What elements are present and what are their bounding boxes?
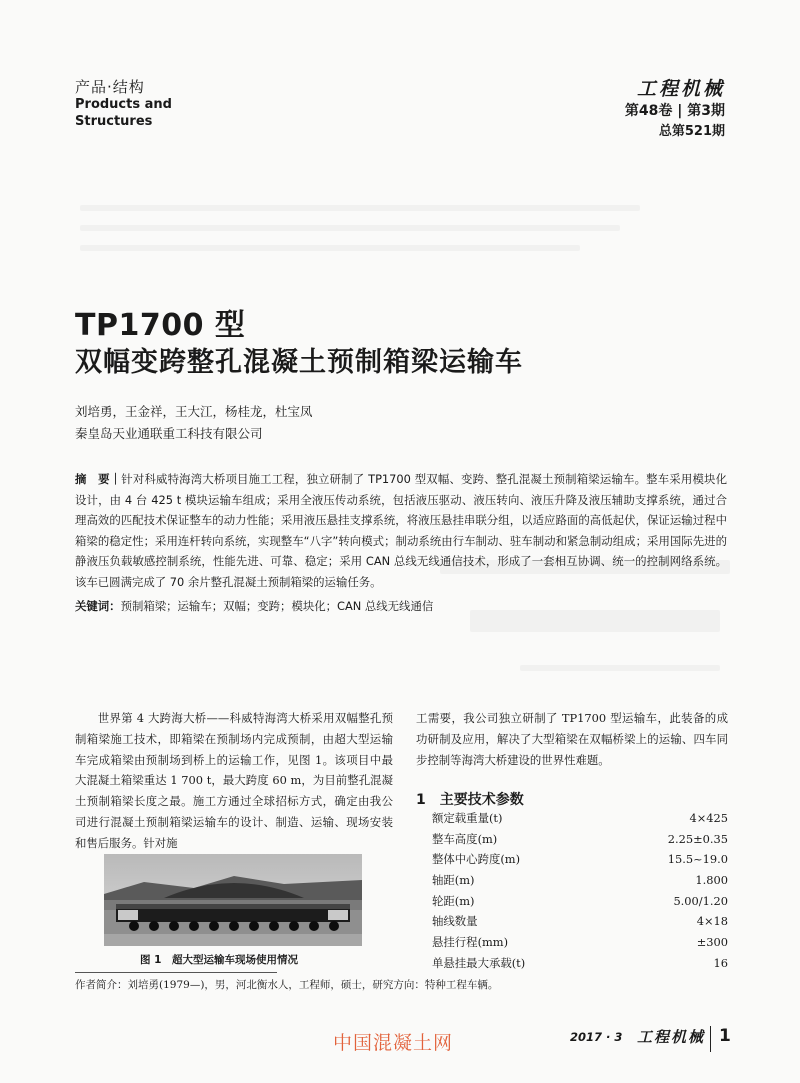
volume-issue: 第48卷 | 第3期 — [624, 103, 725, 119]
parameter-name: 整车高度(m) — [432, 831, 498, 846]
keywords-label: 关键词： — [75, 599, 121, 613]
page-number: 1 — [719, 1026, 731, 1046]
footer-journal-logo: 工程机械 — [637, 1028, 706, 1046]
transporter-photo-illustration — [104, 854, 362, 946]
parameter-value: ±300 — [696, 935, 728, 950]
parameter-value: 4×425 — [689, 811, 728, 825]
abstract-label: 摘 要｜ — [75, 472, 122, 486]
parameter-name: 轴距(m) — [432, 873, 475, 888]
parameter-row — [432, 932, 728, 953]
figure-photo — [104, 854, 362, 946]
parameter-name: 额定载重量(t) — [432, 811, 503, 825]
parameter-row — [432, 849, 728, 870]
abstract-text: 针对科威特海湾大桥项目施工工程，独立研制了 TP1700 型双幅、变跨、整孔混凝土预制箱梁运输车。整车采用模块化设计，由 4 台 425 t 模块运输车组成；采用全液压传动系统，包括液压驱动、液压转向、液压升降及液压辅助支撑系统，通过合理高效的匹配技术保证整车的动力性能；采用液压悬挂支撑系统，将液压悬挂串联分组，以适应路面的高低起伏，保证运输过程中箱梁的稳定性；采用连杆转向系统，实现整车“八字”转向模式；制动系统由行车制动、驻车制动和紧急制动组成；采用国际先进的静液压负载敏感控制系统，性能先进、可靠、稳定；采用 CAN 总线无线通信技术，形成了一套相互协调、统一的控制网络系统。该车已圆满完成了 70 余片整孔混凝土预制箱梁的运输任务。 — [75, 472, 727, 589]
parameter-name: 轴线数量 — [432, 914, 478, 929]
parameter-table — [432, 808, 728, 974]
parameter-row — [432, 808, 728, 829]
body-paragraph-left: 世界第 4 大跨海大桥——科威特海湾大桥采用双幅整孔预制箱梁施工技术，即箱梁在预制场内完成预制，由超大型运输车完成箱梁由预制场到桥上的运输工作，见图 1。该项目中最大混凝土箱梁重达 1 700 t，最大跨度 60 m，为目前整孔混凝土预制箱梁长度之最。施工方通过全球招标方式，确定由我公司进行混凝土预制箱梁运输车的设计、制造、运输、现场安装和售后服务。针对施 — [75, 711, 393, 850]
journal-logo: 工程机械 — [636, 78, 725, 100]
abstract — [75, 469, 727, 593]
parameter-value: 4×18 — [696, 914, 728, 929]
section-heading: 1 主要技术参数 — [416, 792, 524, 808]
total-issue: 总第521期 — [658, 124, 725, 139]
parameter-name: 轮距(m) — [432, 893, 475, 908]
parameter-name: 单悬挂最大承载(t) — [432, 955, 526, 970]
parameter-row — [432, 953, 728, 974]
parameter-row — [432, 911, 728, 932]
parameter-name: 悬挂行程(mm) — [432, 935, 509, 950]
parameter-row — [432, 891, 728, 912]
parameter-name: 整体中心跨度(m) — [432, 852, 521, 867]
parameter-value: 15.5~19.0 — [667, 852, 728, 867]
keywords-text: 预制箱梁；运输车；双幅；变跨；模块化；CAN 总线无线通信 — [120, 599, 434, 613]
author-footnote: 作者简介：刘培勇(1979—)，男，河北衡水人，工程师，硕士，研究方向：特种工程车辆。 — [75, 979, 499, 991]
section-label-en-line2: Structures — [75, 114, 153, 129]
body-paragraph-right: 工需要，我公司独立研制了 TP1700 型运输车，此装备的成功研制及应用，解决了大型箱梁在双幅桥梁上的运输、四车同步控制等海湾大桥建设的世界性难题。 — [416, 711, 728, 767]
section-label: 产品·结构 — [75, 78, 145, 96]
article-title-line1: TP1700 型 — [75, 308, 246, 343]
footnote-divider — [75, 972, 277, 973]
affiliation: 秦皇岛天业通联重工科技有限公司 — [75, 426, 263, 441]
figure-caption: 图 1 超大型运输车现场使用情况 — [140, 954, 298, 966]
author-list: 刘培勇，王金祥，王大江，杨桂龙，杜宝凤 — [75, 404, 313, 419]
parameter-row — [432, 870, 728, 891]
parameter-value: 1.800 — [695, 873, 728, 888]
parameter-row — [432, 829, 728, 850]
parameter-value: 16 — [713, 955, 728, 970]
keywords — [75, 598, 433, 614]
parameter-value: 5.00/1.20 — [673, 893, 728, 908]
article-title-line2: 双幅变跨整孔混凝土预制箱梁运输车 — [75, 347, 523, 378]
section-label-en-line1: Products and — [75, 97, 172, 112]
footer-divider — [710, 1026, 711, 1052]
parameter-value: 2.25±0.35 — [667, 831, 728, 846]
watermark: 中国混凝土网 — [333, 1032, 454, 1054]
footer-issue: 2017 · 3 — [570, 1030, 623, 1044]
